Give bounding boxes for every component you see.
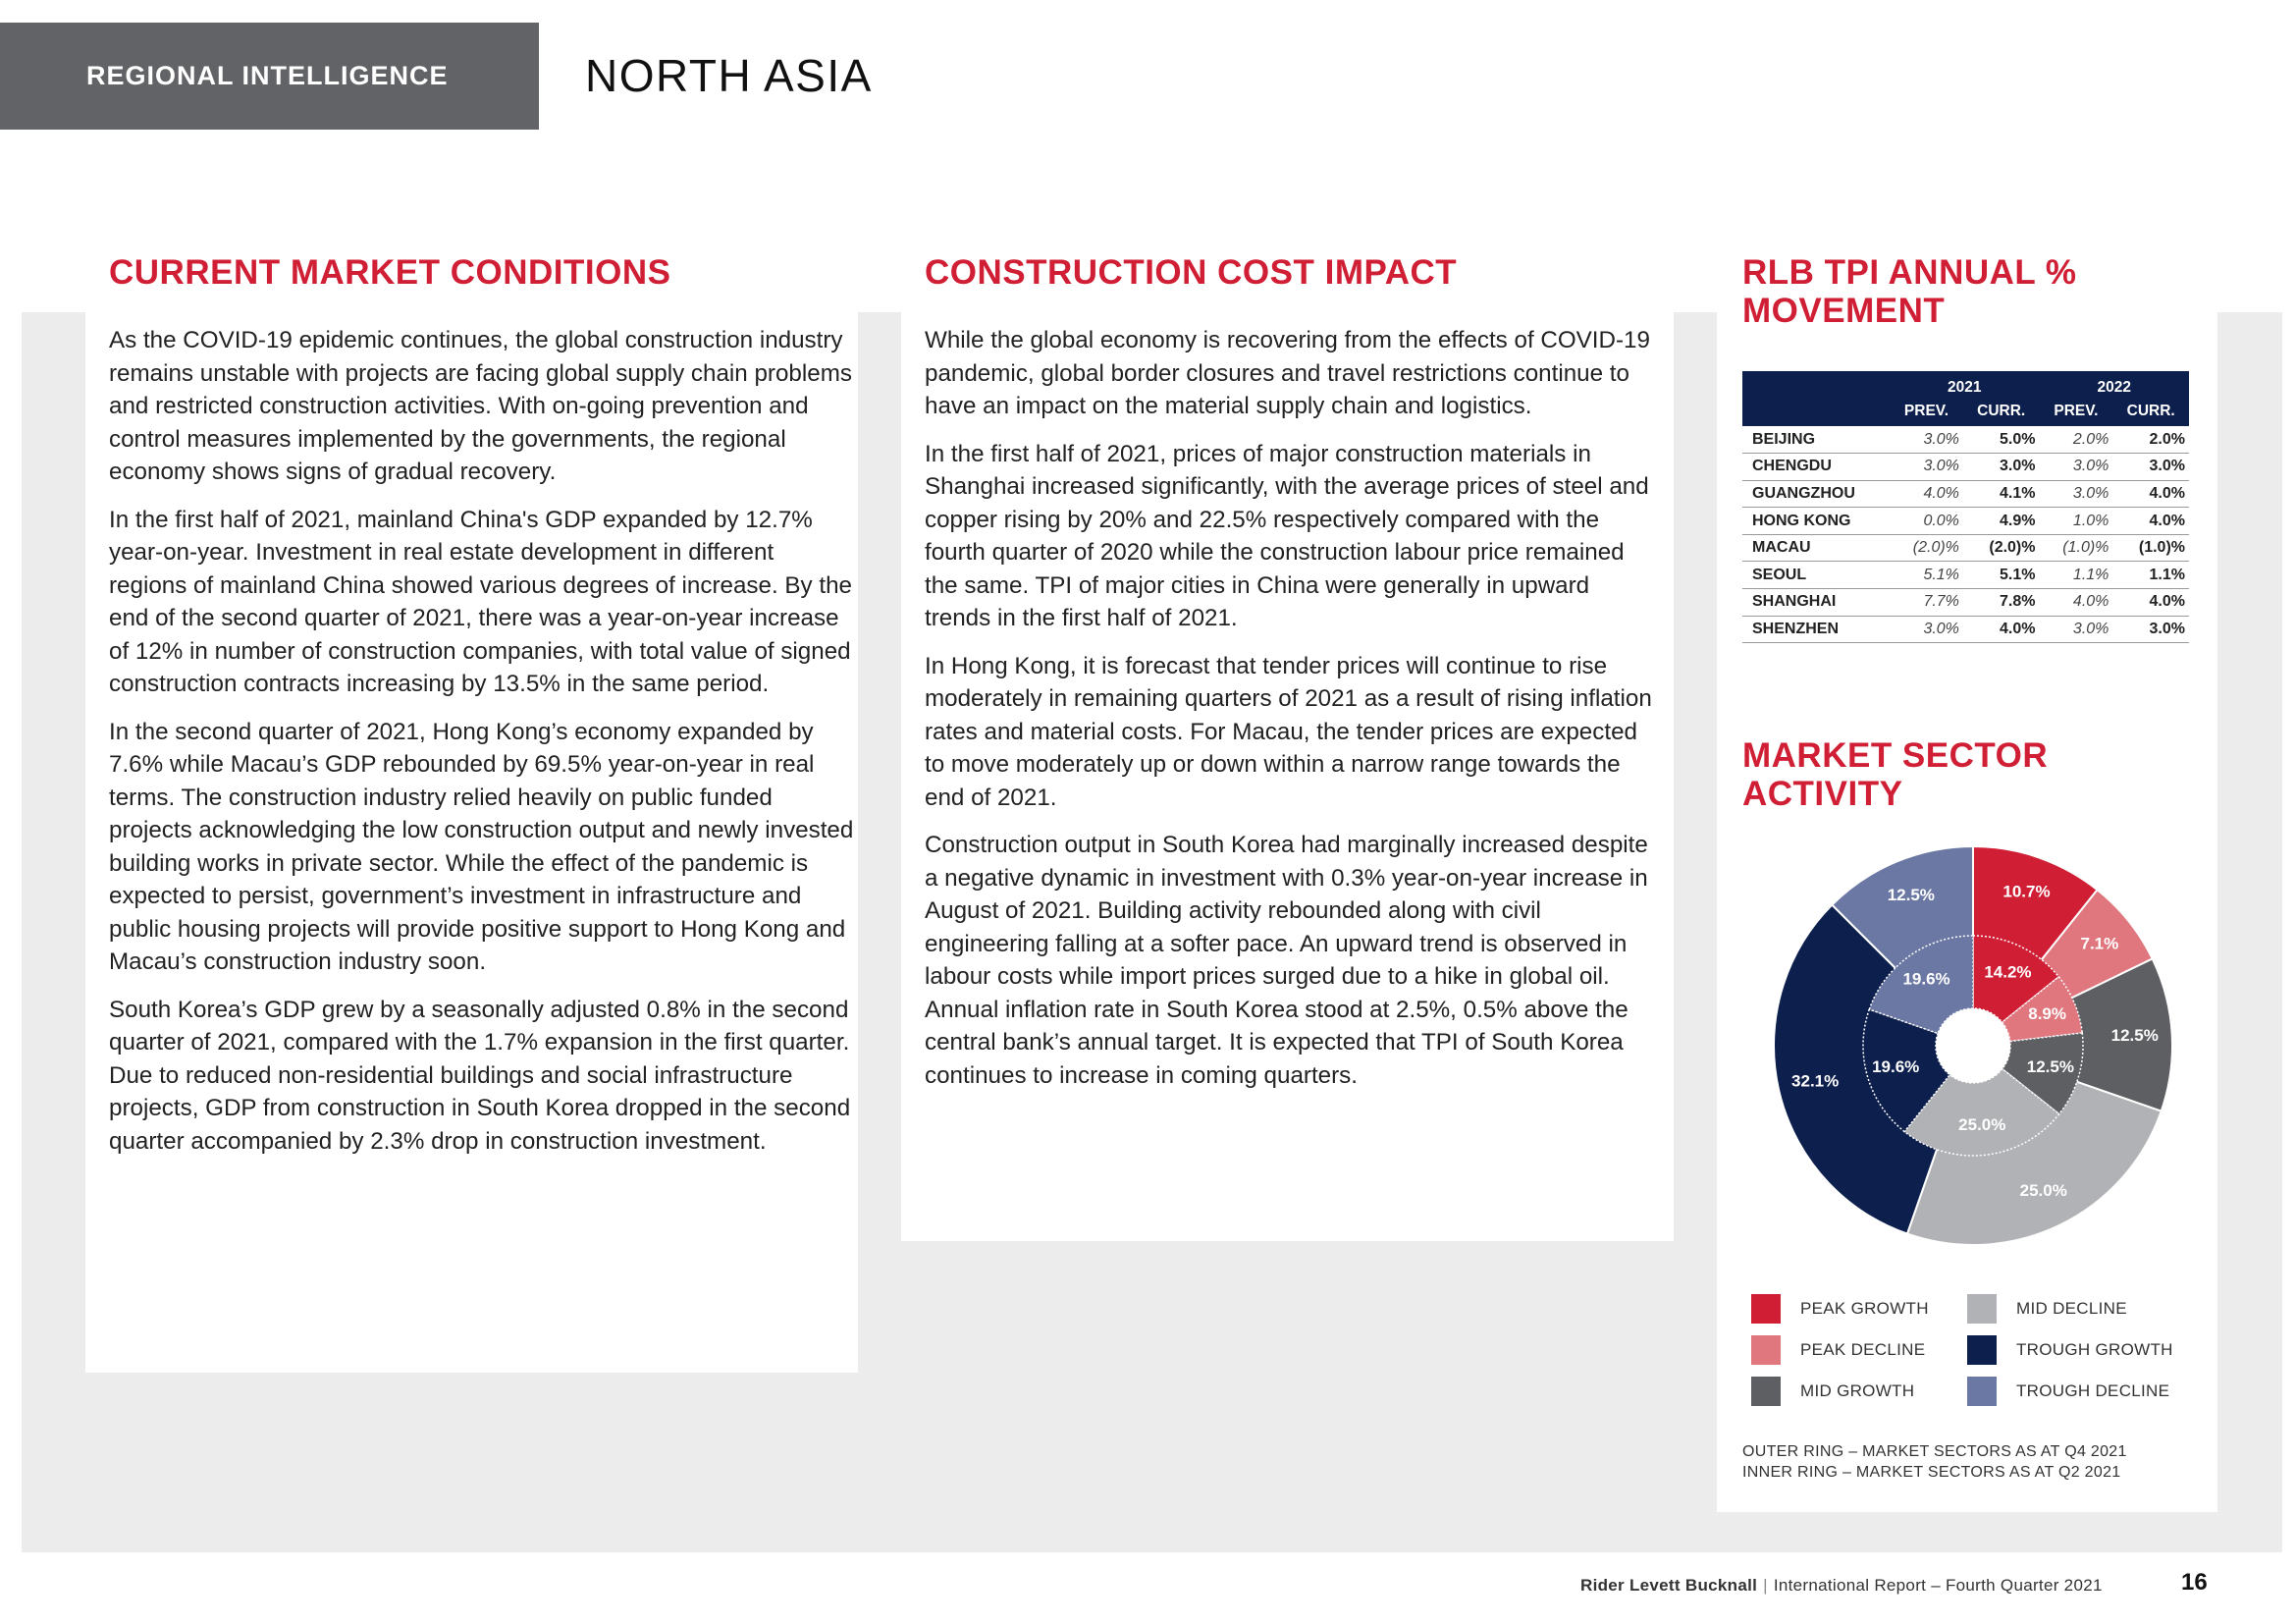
- value-cell: 4.0%: [1963, 616, 2040, 643]
- tpi-heading-line1: RLB TPI ANNUAL %: [1742, 253, 2077, 292]
- value-cell: 7.7%: [1890, 589, 1963, 617]
- footer-separator: |: [1763, 1576, 1768, 1595]
- city-cell: CHENGDU: [1742, 454, 1890, 481]
- footer: [1580, 1576, 2103, 1596]
- value-cell: 1.1%: [2039, 562, 2112, 589]
- city-cell: SHENZHEN: [1742, 616, 1890, 643]
- market-conditions-body: [109, 324, 855, 1172]
- value-cell: 4.9%: [1963, 508, 2040, 535]
- value-cell: 4.0%: [2112, 508, 2189, 535]
- value-cell: (2.0)%: [1963, 534, 2040, 562]
- legend-item-peak-growth: [1751, 1294, 1929, 1324]
- paragraph: As the COVID-19 epidemic continues, the global construction industry remains unstable with projects are facing global supply chain problems and restricted construction activities. With on-going prevention and control measures implemented by the governments, the regional economy shows signs of gradual recovery.: [109, 327, 852, 485]
- legend-item-trough-growth: [1967, 1335, 2173, 1365]
- value-cell: 1.1%: [2112, 562, 2189, 589]
- city-cell: GUANGZHOU: [1742, 480, 1890, 508]
- value-cell: 2.0%: [2112, 426, 2189, 454]
- table-row: [1742, 426, 2189, 454]
- legend-swatch: [1967, 1294, 1997, 1324]
- paragraph: In the second quarter of 2021, Hong Kong’s economy expanded by 7.6% while Macau’s GDP rebounded by 69.5% year-on-year in real terms. The construction industry relied heavily on public funded projects acknowledging the low construction output and newly invested building works in private sector. While the effect of the pandemic is expected to persist, government’s investment in infrastructure and public housing projects will provide positive support to Hong Kong and Macau’s construction industry soon.: [109, 718, 854, 975]
- ring-note-outer: OUTER RING – MARKET SECTORS AS AT Q4 2021: [1742, 1443, 2127, 1460]
- paragraph: Construction output in South Korea had marginally increased despite a negative dynamic in investment with 0.3% year-on-year increase in August of 2021. Building activity rebounded along with civil engineering falling at a softer pace. An upward trend is observed in labour costs while import prices surged due to a hike in global oil. Annual inflation rate in South Korea stood at 2.5%, 0.5% above the central bank’s annual target. It is expected that TPI of South Korea continues to increase in coming quarters.: [925, 832, 1648, 1089]
- value-cell: (2.0)%: [1890, 534, 1963, 562]
- paragraph: While the global economy is recovering from the effects of COVID-19 pandemic, global border closures and travel restrictions continue to have an impact on the material supply chain and logistics.: [925, 327, 1650, 419]
- donut-data-label: 25.0%: [2019, 1181, 2067, 1201]
- table-row: [1742, 562, 2189, 589]
- value-cell: 3.0%: [1890, 454, 1963, 481]
- value-cell: (1.0)%: [2039, 534, 2112, 562]
- value-cell: 4.0%: [2039, 589, 2112, 617]
- legend-item-mid-growth: [1751, 1377, 1914, 1406]
- legend-label: TROUGH GROWTH: [2016, 1340, 2173, 1359]
- legend-swatch: [1967, 1377, 1997, 1406]
- curr-header: CURR.: [1963, 400, 2040, 426]
- legend-label: MID GROWTH: [1800, 1381, 1915, 1400]
- legend-item-mid-decline: [1967, 1294, 2127, 1324]
- table-header-blank: [1742, 371, 1890, 400]
- value-cell: 7.8%: [1963, 589, 2040, 617]
- donut-data-label: 8.9%: [2028, 1003, 2067, 1023]
- year-2021-header: 2021: [1890, 371, 2039, 400]
- legend-label: TROUGH DECLINE: [2016, 1381, 2170, 1400]
- city-cell: BEIJING: [1742, 426, 1890, 454]
- footer-company: Rider Levett Bucknall: [1580, 1576, 1758, 1595]
- table-row: [1742, 480, 2189, 508]
- city-cell: SEOUL: [1742, 562, 1890, 589]
- paragraph: In the first half of 2021, mainland China's GDP expanded by 12.7% year-on-year. Investment in real estate development in different regions of mainland China showed various degrees of increase. By the end of the second quarter of 2021, there was a year-on-year increase of 12% in number of construction companies, with total value of signed construction contracts increasing by 13.5% in the same period.: [109, 506, 852, 697]
- value-cell: 2.0%: [2039, 426, 2112, 454]
- value-cell: 4.0%: [2112, 589, 2189, 617]
- value-cell: 5.1%: [1890, 562, 1963, 589]
- prev-header: PREV.: [2039, 400, 2112, 426]
- value-cell: 0.0%: [1890, 508, 1963, 535]
- prev-header: PREV.: [1890, 400, 1963, 426]
- cost-impact-body: [925, 324, 1656, 1107]
- page-number: 16: [2181, 1569, 2208, 1596]
- legend-swatch: [1751, 1294, 1781, 1324]
- paragraph: In Hong Kong, it is forecast that tender prices will continue to rise moderately in remaining quarters of 2021 as a result of rising inflation rates and material costs. For Macau, the tender prices are expected to move moderately up or down within a narrow range towards the end of 2021.: [925, 652, 1652, 811]
- value-cell: 3.0%: [1963, 454, 2040, 481]
- value-cell: 3.0%: [2112, 616, 2189, 643]
- paragraph: South Korea’s GDP grew by a seasonally adjusted 0.8% in the second quarter of 2021, compared with the 1.7% expansion in the first quarter. Due to reduced non-residential buildings and social infrastructure projects, GDP from construction in South Korea dropped in the second quarter accompanied by 2.3% drop in construction investment.: [109, 996, 851, 1155]
- value-cell: 5.1%: [1963, 562, 2040, 589]
- legend-label: MID DECLINE: [2016, 1299, 2127, 1318]
- section-label: REGIONAL INTELLIGENCE: [0, 23, 539, 130]
- market-sector-donut-chart: [1757, 835, 2189, 1257]
- value-cell: 3.0%: [2039, 616, 2112, 643]
- donut-data-label: 32.1%: [1791, 1071, 1840, 1091]
- city-cell: SHANGHAI: [1742, 589, 1890, 617]
- legend-item-peak-decline: [1751, 1335, 1925, 1365]
- value-cell: (1.0)%: [2112, 534, 2189, 562]
- table-header-blank: [1742, 400, 1890, 426]
- table-row: [1742, 454, 2189, 481]
- table-row: [1742, 589, 2189, 617]
- donut-data-label: 12.5%: [2110, 1025, 2159, 1045]
- city-cell: HONG KONG: [1742, 508, 1890, 535]
- legend-item-trough-decline: [1967, 1377, 2169, 1406]
- value-cell: 4.0%: [1890, 480, 1963, 508]
- donut-data-label: 12.5%: [2026, 1056, 2074, 1076]
- cost-impact-heading: CONSTRUCTION COST IMPACT: [925, 253, 1458, 292]
- ring-note-inner: INNER RING – MARKET SECTORS AS AT Q2 2021: [1742, 1464, 2121, 1481]
- legend-label: PEAK DECLINE: [1800, 1340, 1926, 1359]
- curr-header: CURR.: [2112, 400, 2189, 426]
- table-row: [1742, 616, 2189, 643]
- page-title: NORTH ASIA: [585, 50, 873, 101]
- value-cell: 3.0%: [1890, 426, 1963, 454]
- value-cell: 5.0%: [1963, 426, 2040, 454]
- legend-swatch: [1967, 1335, 1997, 1365]
- value-cell: 1.0%: [2039, 508, 2112, 535]
- footer-report: International Report – Fourth Quarter 2021: [1773, 1576, 2103, 1595]
- donut-data-label: 10.7%: [2002, 882, 2051, 901]
- table-row: [1742, 534, 2189, 562]
- legend-swatch: [1751, 1377, 1781, 1406]
- year-2022-header: 2022: [2039, 371, 2189, 400]
- value-cell: 3.0%: [2039, 480, 2112, 508]
- market-sector-heading-line1: MARKET SECTOR: [1742, 736, 2049, 775]
- tpi-heading: [1742, 253, 2194, 330]
- market-conditions-heading: CURRENT MARKET CONDITIONS: [109, 253, 671, 292]
- value-cell: 3.0%: [2112, 454, 2189, 481]
- value-cell: 3.0%: [1890, 616, 1963, 643]
- tpi-heading-line2: MOVEMENT: [1742, 292, 1946, 330]
- table-row: [1742, 508, 2189, 535]
- donut-data-label: 12.5%: [1887, 886, 1935, 905]
- ring-note: [1742, 1441, 2127, 1483]
- donut-data-label: 19.6%: [1872, 1057, 1920, 1077]
- donut-data-label: 25.0%: [1958, 1114, 2006, 1134]
- market-sector-heading: [1742, 736, 2194, 813]
- value-cell: 4.1%: [1963, 480, 2040, 508]
- market-sector-heading-line2: ACTIVITY: [1742, 775, 1903, 813]
- outer-ring: [1774, 846, 2172, 1245]
- value-cell: 4.0%: [2112, 480, 2189, 508]
- value-cell: 3.0%: [2039, 454, 2112, 481]
- donut-data-label: 19.6%: [1902, 969, 1950, 989]
- legend-swatch: [1751, 1335, 1781, 1365]
- donut-data-label: 7.1%: [2080, 934, 2119, 953]
- tpi-table: [1742, 371, 2189, 643]
- legend-label: PEAK GROWTH: [1800, 1299, 1929, 1318]
- paragraph: In the first half of 2021, prices of major construction materials in Shanghai increased significantly, with the average prices of steel and copper rising by 20% and 22.5% respectively compared with the fourth quarter of 2020 while the construction labour price remained the same. TPI of major cities in China were generally in upward trends in the first half of 2021.: [925, 440, 1649, 631]
- city-cell: MACAU: [1742, 534, 1890, 562]
- donut-data-label: 14.2%: [1984, 962, 2032, 982]
